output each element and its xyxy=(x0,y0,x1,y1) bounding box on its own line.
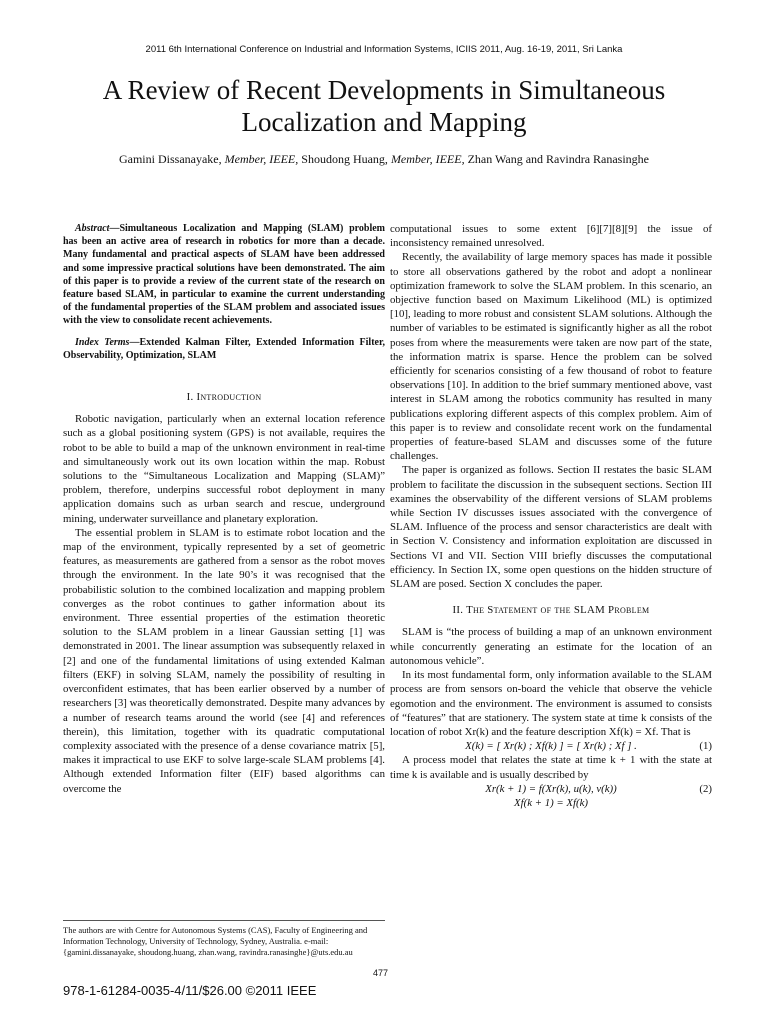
paragraph: SLAM is “the process of building a map of an unknown environment while concurrently generating an estimate for the location of an autonomous vehicle”. xyxy=(390,626,712,667)
paragraph: Recently, the availability of large memory spaces has made it possible to store all observations gathered by the robot and adopt a nonlinear optimization framework to solve the SLAM problem. In this scenario, an objective function based on Maximum Likelihood (ML) is optimized [10], leading to more robust and consistent SLAM solutions. Although the number of variables to be estimated is significantly higher as all the robot poses from where the measurements were taken are now part of the state, the information matrix is sparse. Hence the problem can be solved efficiently for scenarios consisting of a few thousand of robot to feature observations [10]. In addition to the brief summary mentioned above, vast interest in SLAM among the robotics community has resulted in many publications exploring different aspects of this complex problem. Aim of this paper is to review and consolidate recent work on the fundamental properties of feature-based SLAM and discusses some of the future challenges. xyxy=(390,251,712,463)
page-number: 477 xyxy=(373,968,389,978)
author-line xyxy=(20,152,748,167)
index-terms-text: —Extended Kalman Filter, Extended Information Filter, Observability, Optimization, SLAM xyxy=(63,336,385,361)
index-terms-label: Index Terms xyxy=(75,336,130,348)
author-1-role: Member, IEEE, xyxy=(224,152,299,166)
author-2-role: Member, IEEE, xyxy=(390,152,465,166)
paragraph: In its most fundamental form, only information available to the SLAM process are from sensors on-board the vehicle that observe the vehicle egomotion and the environment. The environment is assumed to consists of “features” that are stationery. The system state at time k consists of the location of robot Xr(k) and the feature description Xf(k) = Xf. That is xyxy=(390,669,712,738)
equation-2 xyxy=(390,782,712,810)
paragraph: A process model that relates the state at time k + 1 with the state at time k is available and is usually described by xyxy=(390,754,712,781)
equation-1-number: (1) xyxy=(699,740,712,753)
author-3-4: Zhan Wang and Ravindra Ranasinghe xyxy=(467,152,650,166)
abstract-label: Abstract xyxy=(75,223,110,234)
equation-2b: Xf(k + 1) = Xf(k) xyxy=(514,796,588,809)
paragraph: computational issues to some extent [6][7][8][9] the issue of inconsistency remained unresolved. xyxy=(390,223,712,250)
equation-2a: Xr(k + 1) = f(Xr(k), u(k), v(k)) xyxy=(485,782,617,795)
paper-title: A Review of Recent Developments in Simultaneous Localization and Mapping xyxy=(102,75,666,137)
index-terms xyxy=(63,336,385,362)
section-heading-introduction: I. Introduction xyxy=(186,391,262,404)
paragraph: The essential problem in SLAM is to estimate robot location and the map of the environment, typically represented by a set of geometric features, as measurements are gathered from a sensor as the robot moves through the environment. In the late 90’s it was recognised that the probabilistic solution to the combined localization and mapping problem converges as the robot continues to gather information about its environment. Three essential properties of the estimation theoretic solution to the SLAM problem in a linear Gaussian setting [1] was demonstrated in 2001. The linear assumption was subsequently relaxed in [2] and one of the fundamental limitations of using extended Kalman filters (EKF) in solving SLAM, namely the possibility of resulting in overconfident estimates, that has been earlier observed by a number of researchers [3] was theoretically demonstrated. Despite many advances by a number of research teams around the world (see [4] and references therein), this limitation, together with its quadratic computational complexity associated with the presence of a dense covariance matrix [5], makes it impractical to use EKF to solve large-scale SLAM problems [4]. Although extended Information filter (EIF) based algorithms can overcome the xyxy=(63,526,385,795)
right-column xyxy=(390,222,712,810)
author-1: Gamini Dissanayake, xyxy=(118,152,222,166)
paragraph: The paper is organized as follows. Section II restates the basic SLAM problem to facilitate the discussion in the subsequent sections. Section III examines the observability of the different versions of SLAM problems while Section IV discusses issues associated with the convergence of SLAM. Influence of the process and sensor characteristics are dealt with in Section V. Consistency and information exploitation are discussed in Sections VI and VII. Section VIII briefly discusses the computational efficiency. In Section IX, some open questions on the hidden structure of SLAM are posed. Section X concludes the paper. xyxy=(390,464,712,591)
equation-2-number: (2) xyxy=(699,782,712,795)
section-heading-statement: II. The Statement of the SLAM Problem xyxy=(452,604,650,617)
author-2: Shoudong Huang, xyxy=(301,152,388,166)
equation-1 xyxy=(390,739,712,753)
conference-header: 2011 6th International Conference on Industrial and Information Systems, ICIIS 2011, Aug. 16-19, 2011, Sri Lanka xyxy=(145,44,623,55)
equation-1-body: X(k) = [ Xr(k) ; Xf(k) ] = [ Xr(k) ; Xf ] . xyxy=(465,740,637,753)
abstract-text: —Simultaneous Localization and Mapping (SLAM) problem has been an active area of research in robotics for more than a decade. Many fundamental and practical aspects of SLAM have been addressed and some impressive practical solutions have been demonstrated. The aim of this paper is to provide a review of the current state of the research on feature based SLAM, in particular to examine the current understanding of the fundamental properties of the SLAM problem and associated issues with the view to consolidate recent achievements. xyxy=(63,223,385,327)
abstract xyxy=(63,222,385,328)
isbn-copyright: 978-1-61284-0035-4/11/$26.00 ©2011 IEEE xyxy=(63,983,317,998)
paragraph: Robotic navigation, particularly when an external location reference such as a global positioning system (GPS) is not available, requires the robot to be able to build a map of the unknown environment in real-time and simultaneously work out its own location within the map. Robust solutions to the “Simultaneous Localization and Mapping (SLAM)” problem, therefore, underpins successful robot deployment in many application domains such as urban search and rescue, underground mining, underwater surveillance and planetary exploration. xyxy=(63,413,385,525)
left-column xyxy=(63,222,385,796)
footnote: The authors are with Centre for Autonomous Systems (CAS), Faculty of Engineering and Information Technology, University of Technology, Sydney, Australia. e-mail: {gamini.dissanayake, shoudong.huang, zhan.wang, ravindra.ranasinghe}@uts.edu.au xyxy=(63,920,385,958)
